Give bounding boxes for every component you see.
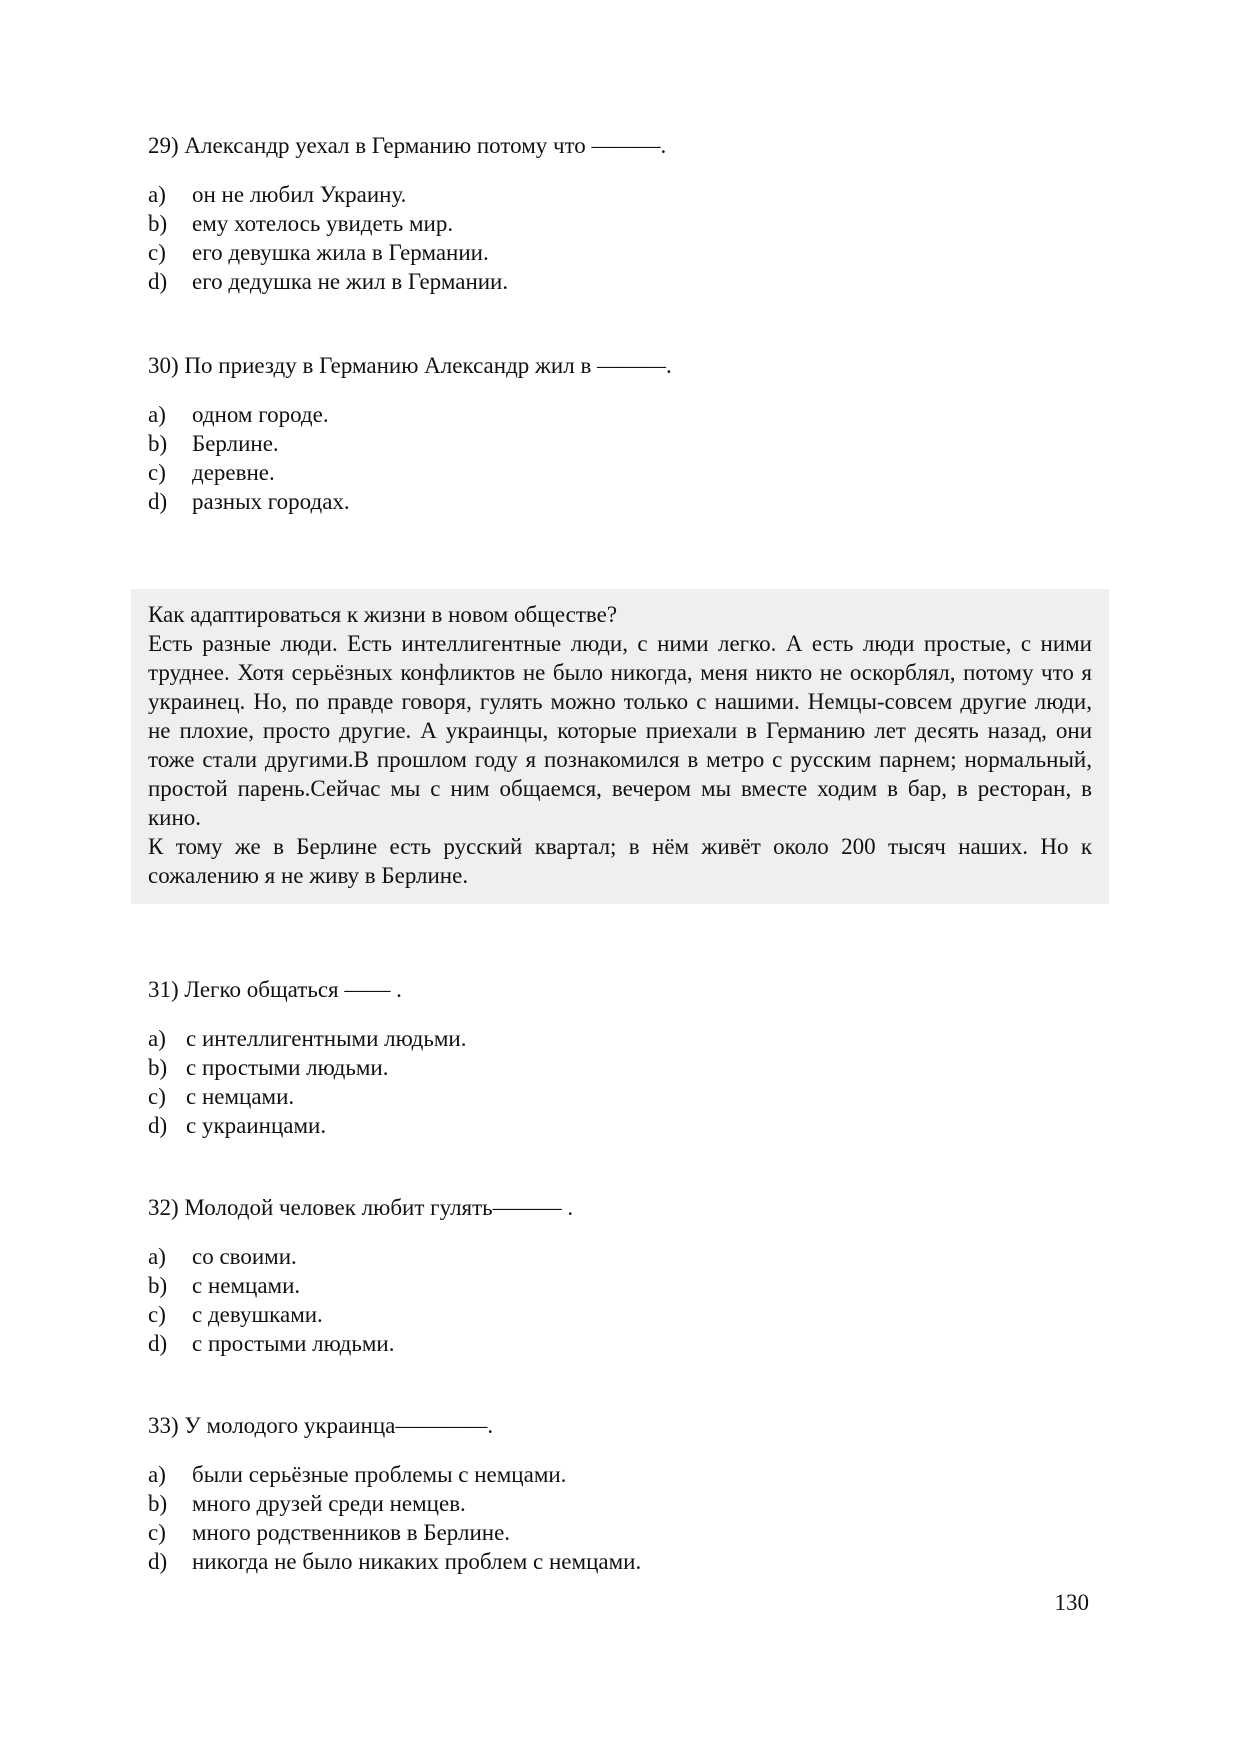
option-letter: a) xyxy=(148,1462,166,1487)
answer-option-c xyxy=(148,1300,1108,1329)
option-letter: c) xyxy=(148,460,166,485)
option-text: с девушками. xyxy=(192,1302,323,1327)
answer-options xyxy=(148,400,1108,516)
question-title: 33) У молодого украинца————. xyxy=(148,1413,494,1438)
answer-options xyxy=(148,1242,1108,1358)
question-33 xyxy=(148,1411,1108,1576)
answer-option-b xyxy=(148,1489,1108,1518)
option-text: с немцами. xyxy=(186,1084,295,1109)
option-letter: d) xyxy=(148,489,168,514)
option-letter: b) xyxy=(148,1273,168,1298)
option-letter: a) xyxy=(148,1026,166,1051)
option-text: деревне. xyxy=(192,460,275,485)
answer-option-c xyxy=(148,238,1108,267)
answer-options xyxy=(148,180,1108,296)
option-text: много друзей среди немцев. xyxy=(192,1491,466,1516)
option-letter: a) xyxy=(148,402,166,427)
option-letter: a) xyxy=(148,182,166,207)
option-text: ему хотелось увидеть мир. xyxy=(192,211,454,236)
question-title: 30) По приезду в Германию Александр жил в ———. xyxy=(148,353,672,378)
question-31 xyxy=(148,975,1108,1140)
option-letter: c) xyxy=(148,1302,166,1327)
answer-option-d xyxy=(148,1547,1108,1576)
answer-option-d xyxy=(148,1329,1108,1358)
option-text: со своими. xyxy=(192,1244,297,1269)
option-text: с простыми людьми. xyxy=(192,1331,395,1356)
answer-option-b xyxy=(148,1053,1108,1082)
option-letter: b) xyxy=(148,1055,168,1080)
option-text: его девушка жила в Германии. xyxy=(192,240,489,265)
option-text: он не любил Украину. xyxy=(192,182,407,207)
option-text: разных городах. xyxy=(192,489,350,514)
option-text: много родственников в Берлине. xyxy=(192,1520,511,1545)
option-letter: b) xyxy=(148,431,168,456)
option-letter: d) xyxy=(148,1113,168,1138)
answer-option-b xyxy=(148,1271,1108,1300)
option-text: никогда не было никаких проблем с немцами. xyxy=(192,1549,642,1574)
reading-heading: Как адаптироваться к жизни в новом обществе? xyxy=(148,602,618,627)
answer-option-a xyxy=(148,1460,1108,1489)
answer-option-d xyxy=(148,267,1108,296)
answer-option-c xyxy=(148,1518,1108,1547)
option-letter: c) xyxy=(148,240,166,265)
answer-options xyxy=(148,1024,1108,1140)
option-text: его дедушка не жил в Германии. xyxy=(192,269,509,294)
option-letter: c) xyxy=(148,1520,166,1545)
question-title: 32) Молодой человек любит гулять——— . xyxy=(148,1195,574,1220)
answer-option-b xyxy=(148,429,1108,458)
option-text: с интеллигентными людьми. xyxy=(186,1026,467,1051)
question-title: 31) Легко общаться —— . xyxy=(148,977,402,1002)
reading-paragraph: Есть разные люди. Есть интеллигентные люди, с ними легко. А есть люди простые, с ними труднее. Хотя серьёзных конфликтов не было никогда, меня никто не оскорблял, потому что я украинец. Но, по правде говоря, гулять можно только с нашими. Немцы-совсем другие люди, не плохие, просто другие. А украинцы, которые приехали в Германию лет десять назад, они тоже стали другими.В прошлом году я познакомился в метро с русским парнем; нормальный, простой парень.Сейчас мы с ним общаемся, вечером мы вместе ходим в бар, в ресторан, в кино. xyxy=(148,631,1092,830)
option-text: с простыми людьми. xyxy=(186,1055,389,1080)
option-letter: a) xyxy=(148,1244,166,1269)
reading-text-box xyxy=(131,589,1109,904)
answer-option-a xyxy=(148,400,1108,429)
answer-options xyxy=(148,1460,1108,1576)
answer-option-b xyxy=(148,209,1108,238)
option-text: одном городе. xyxy=(192,402,329,427)
reading-paragraph: К тому же в Берлине есть русский квартал; в нём живёт около 200 тысяч наших. Но к сожалению я не живу в Берлине. xyxy=(148,834,1092,888)
option-letter: d) xyxy=(148,1331,168,1356)
option-letter: c) xyxy=(148,1084,166,1109)
page-number: 130 xyxy=(1054,1590,1089,1615)
answer-option-d xyxy=(148,487,1108,516)
question-32 xyxy=(148,1193,1108,1358)
option-letter: b) xyxy=(148,1491,168,1516)
answer-option-c xyxy=(148,1082,1108,1111)
option-text: с украинцами. xyxy=(186,1113,327,1138)
question-29 xyxy=(148,131,1108,296)
answer-option-a xyxy=(148,180,1108,209)
option-letter: d) xyxy=(148,1549,168,1574)
option-text: с немцами. xyxy=(192,1273,301,1298)
answer-option-a xyxy=(148,1024,1108,1053)
question-title: 29) Александр уехал в Германию потому что ———. xyxy=(148,133,667,158)
answer-option-a xyxy=(148,1242,1108,1271)
option-text: были серьёзные проблемы с немцами. xyxy=(192,1462,567,1487)
answer-option-d xyxy=(148,1111,1108,1140)
answer-option-c xyxy=(148,458,1108,487)
option-text: Берлине. xyxy=(192,431,279,456)
option-letter: d) xyxy=(148,269,168,294)
question-30 xyxy=(148,351,1108,516)
option-letter: b) xyxy=(148,211,168,236)
